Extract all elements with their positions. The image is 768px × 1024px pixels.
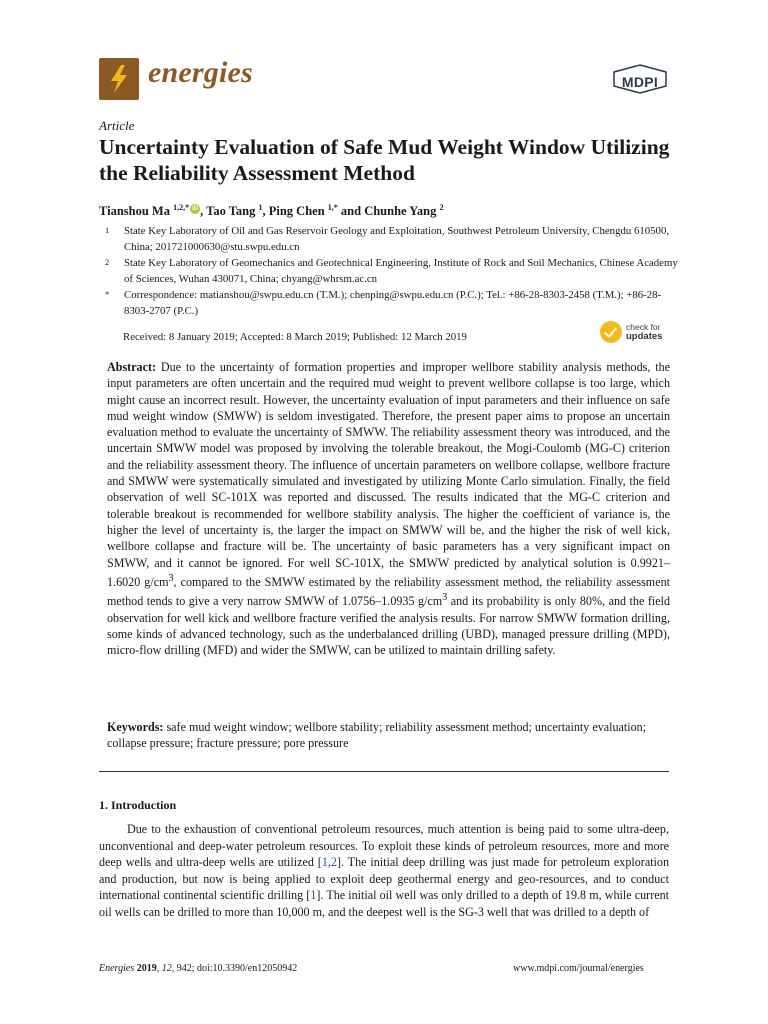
journal-name: energies xyxy=(148,56,253,89)
footer-citation: Energies 2019, 12, 942; doi:10.3390/en12050942 xyxy=(99,963,298,974)
unit-superscript: 3 xyxy=(442,592,448,604)
affiliation-item xyxy=(99,256,679,287)
citation-link[interactable]: 1 xyxy=(310,888,317,902)
updates-label: updates xyxy=(626,331,663,342)
paragraph-text: Due to the exhaustion of conventional petroleum resources, much attention is being paid to some ultra-deep, unconventional and deep-water petroleum resources. To exploit these kinds of petroleum resources, more and more deep wells and ultra-deep wells are utilized [ xyxy=(99,822,669,869)
author-name[interactable]: Tao Tang xyxy=(206,204,256,219)
affiliation-text: State Key Laboratory of Geomechanics and Geotechnical Engineering, Institute of Rock and Soil Mechanics, Chinese Academy of Sciences, Wuhan 430071, China; chyang@whrsm.ac.cn xyxy=(124,257,678,285)
affiliation-number: 1 xyxy=(105,225,110,235)
article-type: Article xyxy=(99,118,135,133)
check-label: check for xyxy=(626,322,661,332)
mdpi-logo-icon xyxy=(612,64,668,94)
abstract-label: Abstract: xyxy=(107,360,157,374)
paragraph-text: ]. The initial deep drilling was just made for petroleum exploration and production, but now is being applied to exploit deep geothermal energy and geo-resources, and to conduct international continental scientific drilling [ xyxy=(99,855,670,902)
keywords-label: Keywords: xyxy=(107,720,164,734)
paragraph-text: ]. The initial oil well was only drilled to a depth of 19.8 m, while current oil wells can be drilled to more than 10,000 m, and the deepest well is the SG-3 well that was drilled to a depth of xyxy=(99,888,670,919)
author-list: Tianshou Ma $^{1,2,*}$iD , Tao Tang $^1$, Ping Chen $^{1,*}$ and Chunhe Yang $^2$ xyxy=(99,203,443,219)
check-for-updates-button[interactable] xyxy=(600,321,672,345)
affiliation-number: 2 xyxy=(105,257,110,267)
footer-year: 2019 xyxy=(136,963,157,974)
orcid-icon[interactable] xyxy=(190,204,200,214)
journal-logo-icon xyxy=(99,58,139,100)
publication-dates: Received: 8 January 2019; Accepted: 8 March 2019; Published: 12 March 2019 xyxy=(123,331,467,343)
affiliation-item xyxy=(99,288,679,319)
divider xyxy=(99,771,669,772)
abstract-text: and its probability is only 80%, and the field observation for well kick and wellbore fracture verified the analysis results. For narrow SMWW formation drilling, some kinds of advanced technology, such as the underbalanced drilling (UBD), managed pressure drilling (MPD), micro-flow drilling (MFD) and wider the SMWW, can be utilized to maintain drilling safety. xyxy=(107,594,671,658)
citation-separator: , xyxy=(327,855,331,869)
author-name[interactable]: Tianshou Ma xyxy=(99,204,170,219)
keywords xyxy=(107,719,670,752)
author-affiliation: 2 xyxy=(439,203,444,212)
author-name[interactable]: Chunhe Yang xyxy=(364,204,437,219)
check-icon xyxy=(600,321,622,343)
keywords-text: safe mud weight window; wellbore stability; reliability assessment method; uncertainty evaluation; collapse pressure; fracture pressure; pore pressure xyxy=(107,720,647,751)
author-name[interactable]: Ping Chen xyxy=(268,204,325,219)
footer-url[interactable]: www.mdpi.com/journal/energies xyxy=(513,963,644,974)
affiliations xyxy=(99,224,679,320)
abstract xyxy=(107,359,670,658)
affiliation-item xyxy=(99,224,679,255)
paper-title: Uncertainty Evaluation of Safe Mud Weight Window Utilizing the Reliability Assessment Method xyxy=(99,135,670,185)
citation-link[interactable]: 2 xyxy=(330,855,337,869)
author-affiliation: 1,2,* xyxy=(173,203,190,212)
abstract-text: , compared to the SMWW estimated by the reliability assessment method, the reliability assessment method tends to give a very narrow SMWW of 1.0756–1.0935 g/cm xyxy=(107,574,670,609)
section-heading: 1. Introduction xyxy=(99,798,177,812)
footer-doi[interactable]: , 942; doi:10.3390/en12050942 xyxy=(171,963,298,974)
introduction-paragraph xyxy=(99,821,669,920)
unit-superscript: 3 xyxy=(168,572,174,584)
citation-link[interactable]: 1 xyxy=(321,855,328,869)
affiliation-number: * xyxy=(105,289,110,299)
correspondence-text: Correspondence: matianshou@swpu.edu.cn (T.M.); chenping@swpu.edu.cn (P.C.); Tel.: +86-28-8303-2458 (T.M.); +86-28-8303-2707 (P.C.) xyxy=(124,289,662,317)
affiliation-text: State Key Laboratory of Oil and Gas Reservoir Geology and Exploitation, Southwest Petroleum University, Chengdu 610500, China; 201721000630@stu.swpu.edu.cn xyxy=(124,225,670,253)
author-affiliation: 1 xyxy=(258,203,263,212)
publisher-name: MDPI xyxy=(621,74,659,90)
footer-journal: Energies xyxy=(99,963,135,974)
author-affiliation: 1,* xyxy=(327,203,338,212)
footer-volume: 12 xyxy=(161,963,172,974)
author-conjunction: and xyxy=(340,204,362,219)
abstract-text: Due to the uncertainty of formation properties and improper wellbore stability analysis methods, the input parameters are often uncertain and the required mud weight to prevent wellbore collapse is too large, which might cause an incorrect result. However, the uncertainty evaluation of input parameters and their influence on safe mud weight window (SMWW) is seldom investigated. Therefore, the present paper aims to propose an uncertain evaluation method to evaluate the uncertainty of SMWW. The reliability assessment theory was introduced, and the uncertain SMWW model was proposed by involving the tolerable breakout, the Mogi-Coulomb (MG-C) criterion and the reliability assessment theory. The influence of uncertain parameters on wellbore collapse, wellbore fracture and SMWW were systematically simulated and investigated by utilizing Monte Carlo simulation. Finally, the field observation of well SC-101X was reported and discussed. The results indicated that the MG-C criterion and tolerable breakout is recommended for wellbore stability analysis. The higher the coefficient of variance is, the higher the level of uncertainty is, the larger the impact on SMWW will be, and the higher the risk of well kick, wellbore collapse and fracture will be. The uncertainty of basic parameters has a very significant impact on SMWW, and it cannot be ignored. For well SC-101X, the SMWW predicted by analytical solution is 0.9921–1.6020 g/cm xyxy=(107,360,671,589)
